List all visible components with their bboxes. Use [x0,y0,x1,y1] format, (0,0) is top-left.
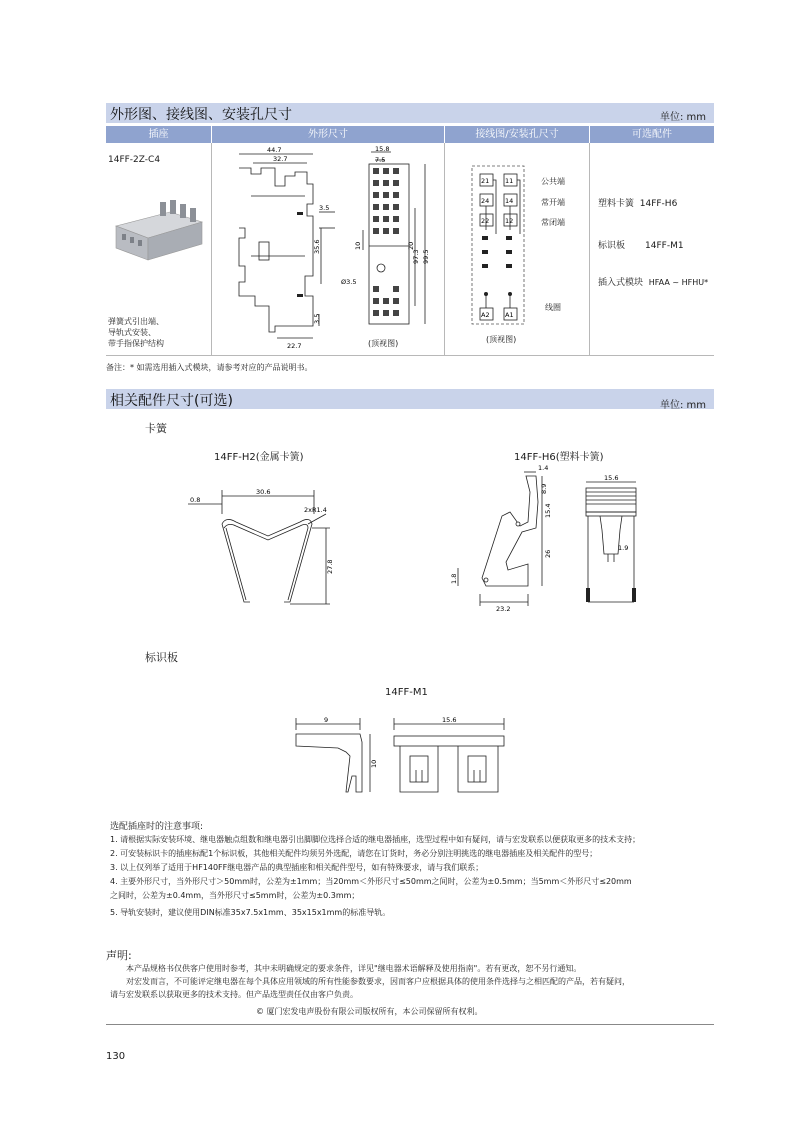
header-accessories: 可选配件 [590,126,714,143]
dim-10: 10 [354,241,362,250]
copyright: © 厦门宏发电声股份有限公司版权所有，本公司保留所有权利。 [256,1007,483,1016]
terminal-a1: A1 [505,311,514,319]
h2-drawing [186,484,336,614]
note-item: 2. 可安装标识卡的插座标配1个标识板，其他相关配件均须另外选配，请您在订货时，务必分别注明挑选的继电器插座及相关配件的型号； [110,849,598,858]
table-divider [211,143,212,355]
section-title: 相关配件尺寸(可选) [110,393,233,409]
note-item: 3. 以上仅列举了适用于HF140FF继电器产品的典型插座和相关配件型号，如有特殊要求，请与我们联系； [110,863,484,872]
terminal-12: 12 [505,217,514,225]
accessory-clip: 塑料卡簧 14FF-H6 [598,199,678,209]
dim-8-9: 8.9 [540,483,548,494]
socket-features: 弹簧式引出端、 导轨式安装、 带手指保护结构 [108,317,164,348]
h2-caption: 14FF-H2(金属卡簧) [214,452,304,463]
wiring-top-view-label: (顶视图) [486,335,517,344]
dim-30-6: 30.6 [256,488,271,496]
header-socket: 插座 [106,126,211,143]
table-bottom-line [106,355,714,356]
dim-r1-4: 2xR1.4 [304,506,327,514]
section-accessory-header [106,389,714,409]
clip-heading: 卡簧 [145,422,167,435]
dim-0-8: 0.8 [190,496,201,504]
m1-side-drawing [290,712,380,796]
dim-1-8: 1.8 [450,573,458,584]
header-wiring: 接线图/安装孔尺寸 [445,126,589,143]
socket-photo [110,190,208,270]
dim-99-5: 99.5 [422,249,430,264]
declaration-title: 声明: [106,949,132,962]
footer-rule [106,1024,714,1025]
section-title: 外形图、接线图、安装孔尺寸 [110,107,292,123]
dim-15-8: 15.8 [375,146,390,153]
unit-label: 单位: mm [659,112,706,123]
terminal-11: 11 [505,177,514,185]
h6-front-drawing [580,470,646,612]
dim-23-2: 23.2 [496,605,511,613]
label-common: 公共端 [541,177,565,186]
dim-44-7: 44.7 [267,146,282,154]
section-outline-header [106,103,714,123]
dim-15-6: 15.6 [442,716,457,724]
dim-97-3: 97.3 [412,249,420,264]
dim-1-4: 1.4 [538,464,549,472]
table-divider [444,143,445,355]
m1-front-drawing [386,712,510,798]
dim-15-6: 15.6 [604,474,619,482]
note-item: 4. 主要外形尺寸，当外形尺寸＞50mm时，公差为±1mm；当20mm＜外形尺寸≤50mm之间时，公差为±0.5mm；当5mm＜外形尺寸≤20mm [110,877,632,886]
dim-35-6: 35.6 [313,239,321,254]
socket-model: 14FF-2Z-C4 [108,155,161,165]
note-item: 之间时，公差为±0.4mm，当外形尺寸≤5mm时，公差为±0.3mm； [110,891,360,900]
dim-1-9: 1.9 [618,544,629,552]
accessory-label-plate: 标识板 14FF-M1 [598,241,684,251]
wiring-diagram [470,164,526,326]
terminal-14: 14 [505,197,514,205]
terminal-21: 21 [481,177,490,185]
remark: 备注：* 如需选用插入式模块，请参考对应的产品说明书。 [106,363,313,372]
label-plate-heading: 标识板 [145,651,178,664]
outline-drawing [215,146,443,354]
notes-title: 选配插座时的注意事项: [110,822,204,832]
label-coil: 线圈 [545,303,561,312]
dim-phi-3-5: Ø3.5 [341,278,357,286]
page-number: 130 [106,1051,126,1062]
terminal-22: 22 [481,217,490,225]
terminal-a2: A2 [481,311,490,319]
dim-27-8: 27.8 [326,559,334,574]
unit-label: 单位: mm [659,400,706,411]
dim-22-7: 22.7 [287,342,302,350]
dim-7-5: 7.5 [375,156,386,164]
table-divider [589,143,590,355]
h6-caption: 14FF-H6(塑料卡簧) [514,452,604,463]
header-dimensions: 外形尺寸 [212,126,444,143]
dim-3-5: 3.5 [319,204,330,212]
note-item: 5. 导轨安装时，建议使用DIN标准35x7.5x1mm、35x15x1mm的标准导轨。 [110,908,391,917]
dim-32-7: 32.7 [273,155,288,163]
top-view-label: (顶视图) [368,339,399,348]
declaration-line: 本产品规格书仅供客户使用时参考，其中未明确规定的要求条件，详见"继电器术语解释及使用指南"。若有更改，恕不另行通知。 [126,964,582,973]
accessory-module: 插入式模块 HFAA ~ HFHU* [598,278,709,288]
h6-side-drawing [444,462,556,614]
label-normally-closed: 常闭端 [541,218,565,227]
m1-caption: 14FF-M1 [385,687,428,698]
note-item: 1. 请根据实际安装环境、继电器触点组数和继电器引出脚脚位选择合适的继电器插座，选型过程中如有疑问，请与宏发联系以便获取更多的技术支持； [110,835,641,844]
terminal-24: 24 [481,197,490,205]
label-normally-open: 常开端 [541,198,565,207]
dim-9: 9 [324,716,329,724]
dim-26: 26 [544,549,552,558]
dim-20: 20 [407,241,415,250]
declaration-line: 请与宏发联系以获取更多的技术支持。但产品选型责任仅由客户负责。 [110,990,358,999]
declaration-line: 对宏发而言，不可能评定继电器在每个具体应用领域的所有性能参数要求，因而客户应根据具体的使用条件选择与之相匹配的产品，若有疑问， [126,977,630,986]
dim-10: 10 [370,759,378,768]
dim-15-4: 15.4 [544,503,552,518]
dim-3-5-bottom: 3.5 [313,313,321,324]
